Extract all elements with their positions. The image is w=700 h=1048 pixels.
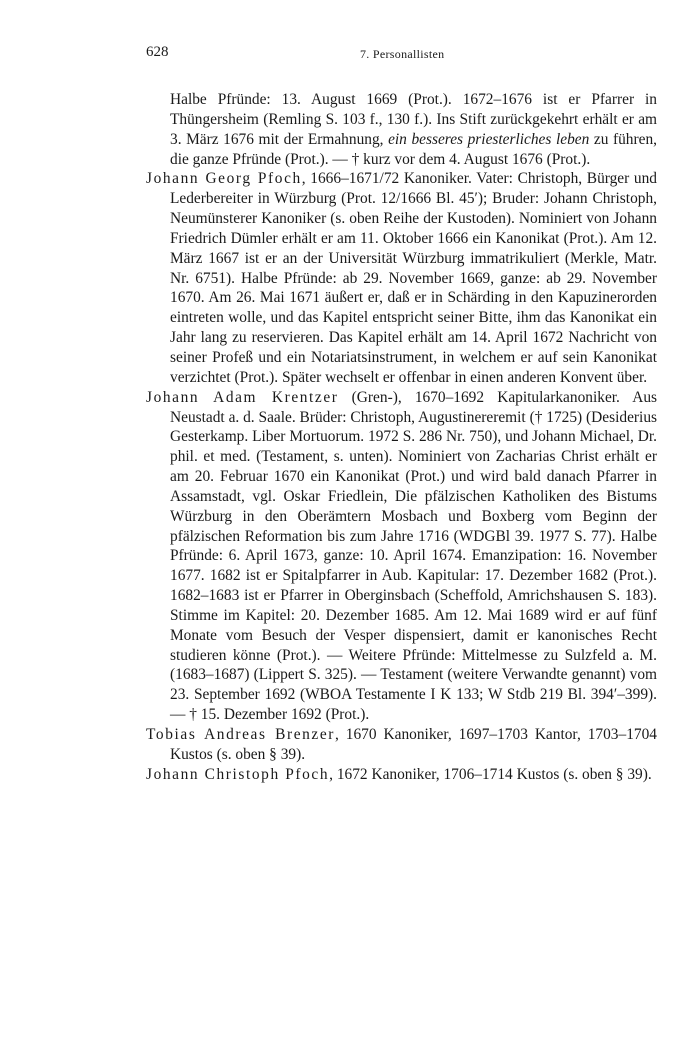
entry-text: , 1672 Kanoniker, 1706–1714 Kustos (s. oben § 39). (329, 765, 652, 783)
page-body (146, 90, 657, 785)
entry-johann-georg-pfoch (146, 169, 657, 387)
entry-italic-quote: ein besseres priesterliches leben (388, 130, 590, 148)
entry-text: , 1666–1671/72 Kanoniker. Vater: Christoph, Bürger und Lederbereiter in Würzburg (Prot. 12/1666 Bl. 45′); Bruder: Johann Christoph, Neumünsterer Kanoniker (s. oben Reihe der Kustoden). Nominiert von Johann Friedrich Dümler erhält er am 11. Oktober 1666 ein Kanonikat (Prot.). Am 12. März 1667 ist er an der Universität Würzburg immatrikuliert (Merkle, Matr. Nr. 6751). Halbe Pfründe: ab 29. November 1669, ganze: ab 29. November 1670. Am 26. Mai 1671 äußert er, daß er in Schärding in den Kapuzinerorden eintreten wolle, und das Kapitel entspricht seiner Bitte, ihm das Kanonikat ein Jahr lang zu reservieren. Das Kapitel erhält am 14. April 1672 Nachricht von seiner Profeß und ein Notariatsinstrument, in welchem er auf sein Kanonikat verzichtet (Prot.). Später wechselt er offenbar in einen anderen Konvent über. (170, 170, 658, 386)
entry-name: Johann Georg Pfoch (146, 170, 302, 188)
entry-text: , 1670 Kanoniker, 1697–1703 Kantor, 1703–1704 Kustos (s. oben § 39). (170, 726, 657, 763)
entry-text-before: Halbe Pfründe: 13. August 1669 (Prot.). 1672–1676 ist er Pfarrer in Thüngersheim (Remling S. 103 f., 130 f.). Ins Stift zurückgekehrt erhält er am 3. März 1676 mit der Ermahnung, (170, 91, 657, 148)
entry-tobias-andreas-brenzer (146, 725, 657, 765)
page-number: 628 (146, 44, 169, 60)
entry-name: Tobias Andreas Brenzer (146, 726, 336, 743)
entry-name: Johann Adam Krentzer (146, 388, 339, 406)
running-head: 7. Personallisten (360, 47, 445, 61)
entry-continuation (146, 90, 657, 169)
entry-text-after: zu führen, die ganze Pfründe (Prot.). — † kurz vor dem 4. August 1676 (Prot.). (170, 130, 657, 168)
entry-name: Johann Christoph Pfoch (146, 765, 330, 783)
entry-johann-adam-krentzer (146, 388, 657, 725)
entry-johann-christoph-pfoch (146, 765, 657, 785)
entry-text: (Gren-), 1670–1692 Kapitularkanoniker. Aus Neustadt a. d. Saale. Brüder: Christoph, Augustinereremit († 1725) (Desiderius Gesterkamp. Liber Mortuorum. 1972 S. 286 Nr. 750), und Johann Michael, Dr. phil. et med. (Testament, s. unten). Nominiert von Zacharias Christ erhält er am 20. Februar 1670 ein Kanonikat (Prot.) und wird bald danach Pfarrer in Assamstadt, vgl. Oskar Friedlein, Die pfälzischen Katholiken des Bistums Würzburg in den Oberämtern Mosbach und Boxberg vom Beginn der pfälzischen Reformation bis zum Jahre 1716 (WDGBl 39. 1977 S. 77). Halbe Pfründe: 6. April 1673, ganze: 10. April 1674. Emanzipation: 16. November 1677. 1682 ist er Spitalpfarrer in Aub. Kapitular: 17. Dezember 1682 (Prot.). 1682–1683 ist er Pfarrer in Oberginsbach (Scheffold, Amrichshausen S. 183). Stimme im Kapitel: 20. Dezember 1685. Am 12. Mai 1689 wird er auf fünf Monate vom Besuch der Vesper dispensiert, damit er kanonisches Recht studieren könne (Prot.). — Weitere Pfründe: Mittelmesse zu Sulzfeld a. M. (1683–1687) (Lippert S. 325). — Testament (weitere Verwandte genannt) vom 23. September 1692 (WBOA Testamente I K 133; W Stdb 219 Bl. 394′–399). — † 15. Dezember 1692 (Prot.). (170, 388, 658, 724)
